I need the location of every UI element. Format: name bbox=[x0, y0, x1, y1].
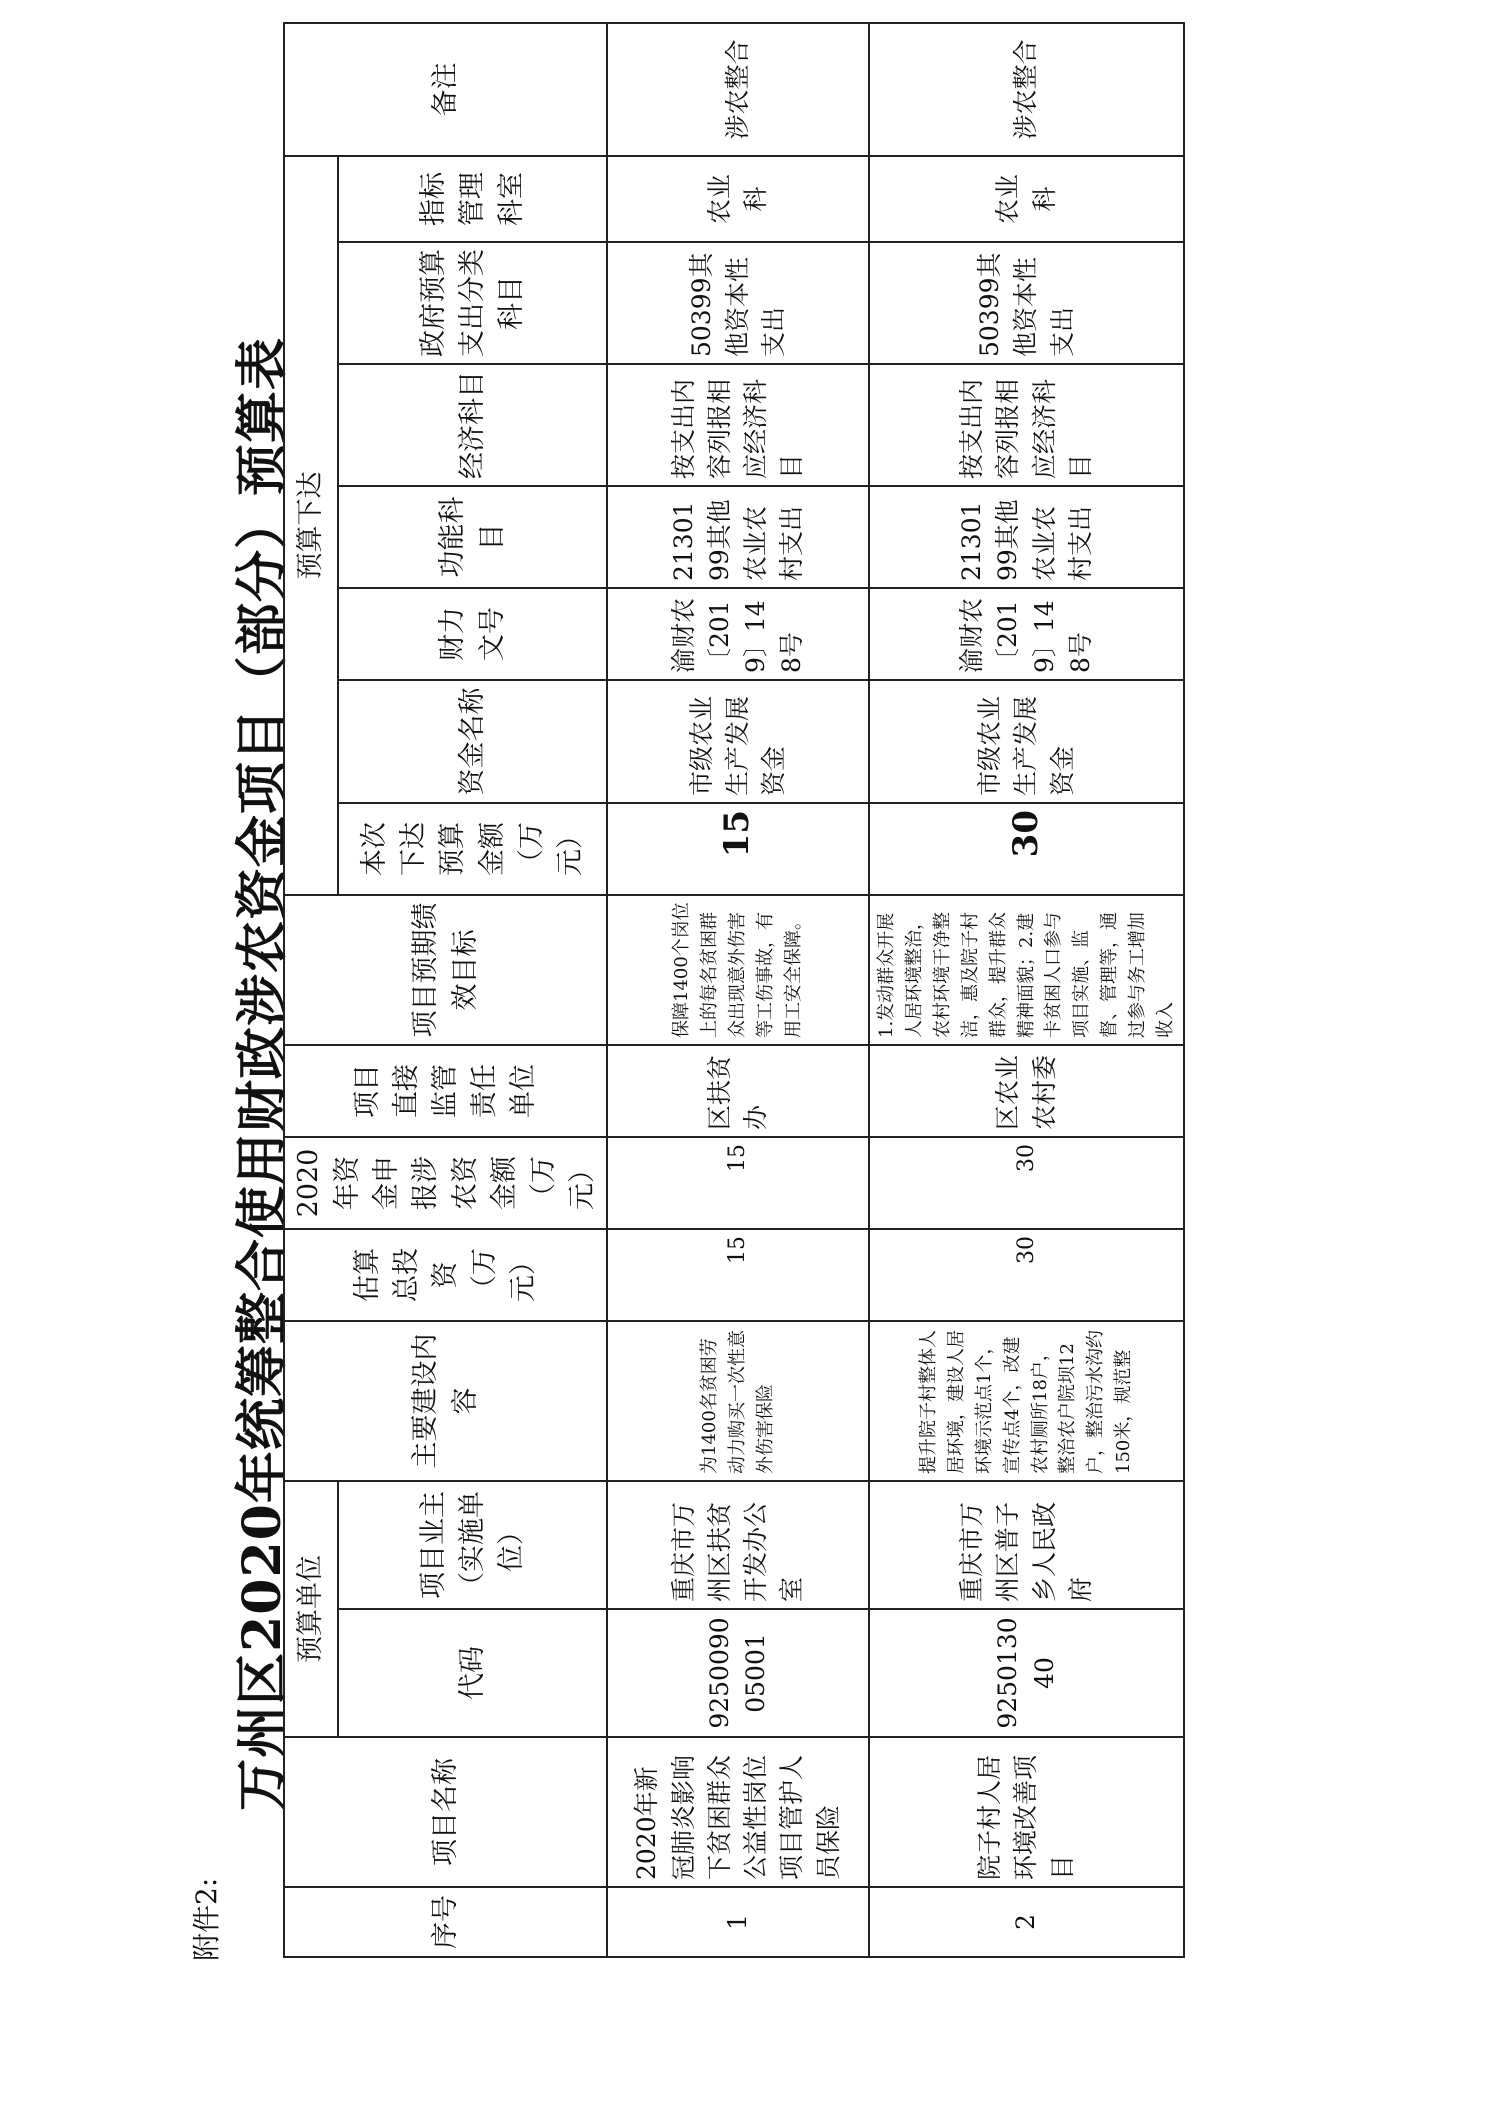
header-seq: 序号 bbox=[284, 1887, 607, 1957]
header-content: 主要建设内容 bbox=[284, 1321, 607, 1481]
cell-manager: 农业科 bbox=[607, 156, 869, 242]
cell-gov-subject: 50399其他资本性支出 bbox=[607, 242, 869, 364]
header-function-subject: 功能科目 bbox=[338, 486, 607, 588]
document-title: 万州区2020年统筹整合使用财政涉农资金项目（部分）预算表 bbox=[232, 337, 293, 1811]
cell-seq: 1 bbox=[607, 1887, 869, 1957]
header-remark: 备注 bbox=[284, 23, 607, 156]
header-project-name: 项目名称 bbox=[284, 1737, 607, 1887]
cell-manager: 农业科 bbox=[869, 156, 1184, 242]
header-document-no: 财力文号 bbox=[338, 588, 607, 680]
cell-supervisor: 区农业农村委 bbox=[869, 1045, 1184, 1137]
cell-declared-amount: 15 bbox=[607, 1137, 869, 1229]
header-economic-subject: 经济科目 bbox=[338, 364, 607, 486]
cell-estimated-investment: 30 bbox=[869, 1229, 1184, 1321]
cell-amount: 15 bbox=[607, 803, 869, 895]
table-row bbox=[869, 23, 1184, 1957]
budget-table bbox=[283, 22, 1185, 1958]
cell-project-name: 2020年新冠肺炎影响下贫困群众公益性岗位项目管护人员保险 bbox=[607, 1737, 869, 1887]
header-estimated-investment: 估算总投资（万元） bbox=[284, 1229, 607, 1321]
header-budget-release: 预算下达 bbox=[284, 156, 338, 895]
attachment-label: 附件2: bbox=[190, 1877, 223, 1961]
header-code: 代码 bbox=[338, 1609, 607, 1737]
cell-function-subject: 2130199其他农业农村支出 bbox=[869, 486, 1184, 588]
header-declared-amount: 2020年资金申报涉农资金额（万元） bbox=[284, 1137, 607, 1229]
header-manager: 指标管理科室 bbox=[338, 156, 607, 242]
header-gov-subject: 政府预算支出分类科目 bbox=[338, 242, 607, 364]
cell-document-no: 渝财农〔2019〕148号 bbox=[607, 588, 869, 680]
cell-function-subject: 2130199其他农业农村支出 bbox=[607, 486, 869, 588]
cell-code: 925013040 bbox=[869, 1609, 1184, 1737]
cell-supervisor: 区扶贫办 bbox=[607, 1045, 869, 1137]
cell-declared-amount: 30 bbox=[869, 1137, 1184, 1229]
cell-seq: 2 bbox=[869, 1887, 1184, 1957]
cell-fund-name: 市级农业生产发展资金 bbox=[869, 680, 1184, 803]
cell-project-name: 院子村人居环境改善项目 bbox=[869, 1737, 1184, 1887]
cell-goal: 1.发动群众开展人居环境整治，农村环境干净整洁，惠及院子村群众，提升群众精神面貌；2.建卡贫困人口参与项目实施、监督、管理等，通过参与务工增加收入 bbox=[869, 895, 1184, 1045]
header-fund-name: 资金名称 bbox=[338, 680, 607, 803]
cell-amount: 30 bbox=[869, 803, 1184, 895]
header-budget-unit: 预算单位 bbox=[284, 1481, 338, 1737]
header-goal: 项目预期绩效目标 bbox=[284, 895, 607, 1045]
header-amount: 本次下达预算金额（万元） bbox=[338, 803, 607, 895]
cell-document-no: 渝财农〔2019〕148号 bbox=[869, 588, 1184, 680]
cell-remark: 涉农整合 bbox=[869, 23, 1184, 156]
cell-fund-name: 市级农业生产发展资金 bbox=[607, 680, 869, 803]
cell-goal: 保障1400个岗位上的每名贫困群众出现意外伤害等工伤事故，有用工安全保障。 bbox=[607, 895, 869, 1045]
header-owner: 项目业主（实施单位） bbox=[338, 1481, 607, 1609]
cell-owner: 重庆市万州区扶贫开发办公室 bbox=[607, 1481, 869, 1609]
cell-owner: 重庆市万州区普子乡人民政府 bbox=[869, 1481, 1184, 1609]
cell-content: 为1400名贫困劳动力购买一次性意外伤害保险 bbox=[607, 1321, 869, 1481]
cell-economic-subject: 按支出内容列报相应经济科目 bbox=[869, 364, 1184, 486]
cell-code: 925009005001 bbox=[607, 1609, 869, 1737]
header-supervisor: 项目直接监管责任单位 bbox=[284, 1045, 607, 1137]
cell-economic-subject: 按支出内容列报相应经济科目 bbox=[607, 364, 869, 486]
cell-remark: 涉农整合 bbox=[607, 23, 869, 156]
cell-content: 提升院子村整体人居环境，建设人居环境示范点1个，宣传点4个，改建农村厕所18户，整治农户院坝12户，整治污水沟约150米，规范整 bbox=[869, 1321, 1184, 1481]
cell-estimated-investment: 15 bbox=[607, 1229, 869, 1321]
table-row bbox=[607, 23, 869, 1957]
cell-gov-subject: 50399其他资本性支出 bbox=[869, 242, 1184, 364]
